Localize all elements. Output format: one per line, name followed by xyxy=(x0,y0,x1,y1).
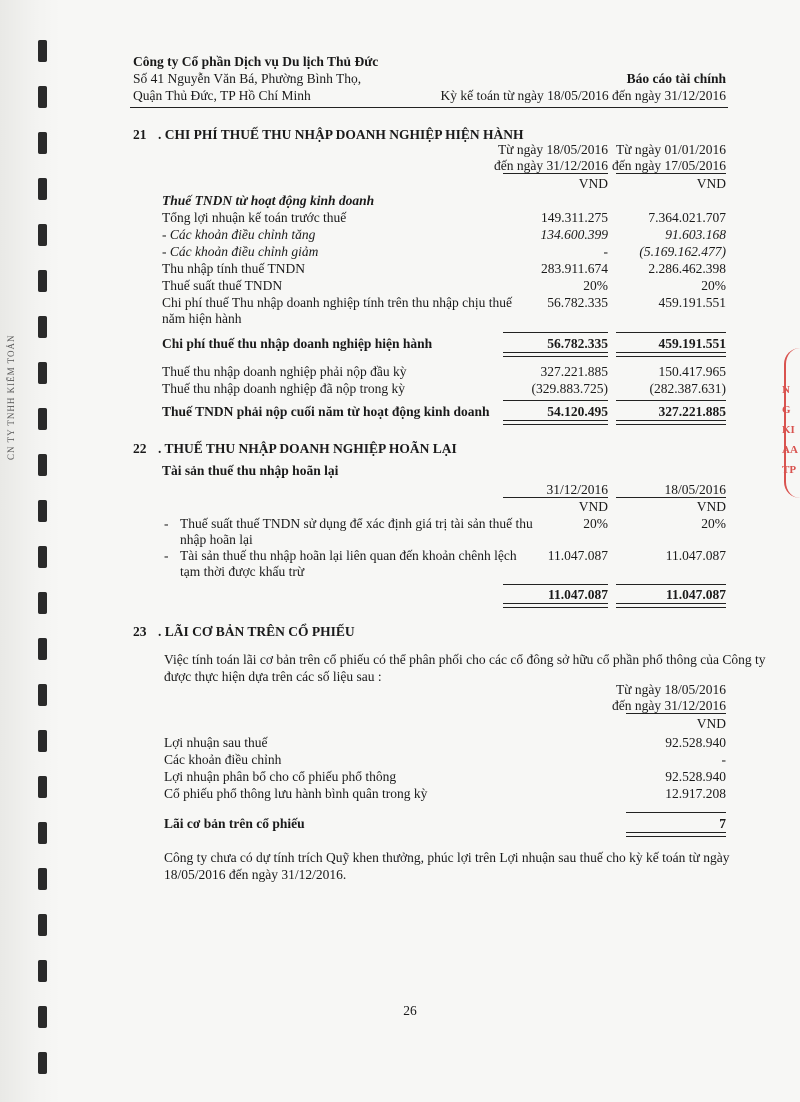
s23-note-line-1: Công ty chưa có dự tính trích Quỹ khen thưởng, phúc lợi trên Lợi nhuận sau thuế cho kỳ kế toán từ ngày xyxy=(164,850,730,865)
binding-ring xyxy=(38,684,47,706)
section-21-number: 21 xyxy=(133,127,147,142)
row-value-1: 327.221.885 xyxy=(540,364,608,379)
row-value-2: (282.387.631) xyxy=(649,381,726,396)
s21-total1-rule-2 xyxy=(616,332,726,333)
row-value-1: 20% xyxy=(583,516,608,531)
s21-total1-double-rule-2 xyxy=(616,352,726,357)
row-value-1: 56.782.335 xyxy=(547,295,608,310)
s22-total-double-rule-2 xyxy=(616,603,726,608)
row-value-2: 20% xyxy=(701,516,726,531)
s21-col2-line2: đến ngày 17/05/2016 xyxy=(612,158,726,173)
s22-total-rule-1 xyxy=(503,584,608,585)
row-value-2: 7.364.021.707 xyxy=(648,210,726,225)
binding-ring xyxy=(38,316,47,338)
row-label: Chi phí thuế Thu nhập doanh nghiệp tính trên thu nhập chịu thuế xyxy=(162,295,512,310)
row-value-1: 134.600.399 xyxy=(540,227,608,242)
s22-col2-rule xyxy=(616,497,726,498)
s21-col1-line2: đến ngày 31/12/2016 xyxy=(494,158,608,173)
company-name: Công ty Cổ phần Dịch vụ Du lịch Thủ Đức xyxy=(133,54,379,69)
s21-total2-double-rule-1 xyxy=(503,420,608,425)
s22-col2-unit: VND xyxy=(696,499,726,514)
s21-col2-unit: VND xyxy=(696,176,726,191)
row-value: 92.528.940 xyxy=(665,735,726,750)
row-label: Thuế suất thuế TNDN sử dụng để xác định giá trị tài sản thuế thu xyxy=(180,516,533,531)
binding-ring xyxy=(38,822,47,844)
report-title: Báo cáo tài chính xyxy=(626,71,726,86)
row-label: Thuế suất thuế TNDN xyxy=(162,278,283,293)
binding-ring xyxy=(38,546,47,568)
row-label: Tổng lợi nhuận kế toán trước thuế xyxy=(162,210,347,225)
s22-col1-rule xyxy=(503,497,608,498)
row-label: Thu nhập tính thuế TNDN xyxy=(162,261,305,276)
binding-ring xyxy=(38,1006,47,1028)
row-value-2: 459.191.551 xyxy=(658,295,726,310)
company-address-1: Số 41 Nguyễn Văn Bá, Phường Bình Thọ, xyxy=(133,71,362,86)
total-label: Thuế TNDN phải nộp cuối năm từ hoạt động kinh doanh xyxy=(162,404,490,419)
row-value-1: 283.911.674 xyxy=(541,261,608,276)
header-rule xyxy=(130,107,728,108)
s22-total-rule-2 xyxy=(616,584,726,585)
s21-col2-line1: Từ ngày 01/01/2016 xyxy=(615,142,726,157)
page-number: 26 xyxy=(403,1003,417,1018)
section-22-title: . THUẾ THU NHẬP DOANH NGHIỆP HOÃN LẠI xyxy=(158,441,457,456)
binding-ring xyxy=(38,730,47,752)
s21-subheading: Thuế TNDN từ hoạt động kinh doanh xyxy=(162,193,375,208)
row-value-2: 20% xyxy=(701,278,726,293)
row-bullet: - xyxy=(164,516,169,531)
s23-col-unit: VND xyxy=(696,716,726,731)
row-value-2: 91.603.168 xyxy=(665,227,726,242)
s21-total2-rule-1 xyxy=(503,400,608,401)
s22-col1-header: 31/12/2016 xyxy=(546,482,608,497)
row-value-2: 11.047.087 xyxy=(665,548,726,563)
binding-ring xyxy=(38,914,47,936)
s23-total-rule xyxy=(626,812,726,813)
row-value-2: (5.169.162.477) xyxy=(639,244,726,259)
binding-ring xyxy=(38,132,47,154)
s21-col1-unit: VND xyxy=(578,176,608,191)
section-21-title: . CHI PHÍ THUẾ THU NHẬP DOANH NGHIỆP HIỆN HÀNH xyxy=(158,127,524,142)
total-value-2: 459.191.551 xyxy=(658,336,726,351)
binding-ring xyxy=(38,1052,47,1074)
s21-total1-rule-1 xyxy=(503,332,608,333)
binding-ring xyxy=(38,40,47,62)
s22-total-double-rule-1 xyxy=(503,603,608,608)
s23-total-double-rule xyxy=(626,832,726,837)
row-value-1: 11.047.087 xyxy=(547,548,608,563)
row-value-2: 150.417.965 xyxy=(658,364,726,379)
s22-col2-header: 18/05/2016 xyxy=(664,482,726,497)
s23-col-line1: Từ ngày 18/05/2016 xyxy=(615,682,726,697)
s21-col2-rule xyxy=(616,173,726,174)
binding-ring xyxy=(38,638,47,660)
row-label: - Các khoản điều chỉnh giảm xyxy=(162,244,319,259)
s23-note-line-2: 18/05/2016 đến ngày 31/12/2016. xyxy=(164,867,347,882)
section-23-number: 23 xyxy=(133,624,147,639)
row-label-cont: nhập hoãn lại xyxy=(180,532,253,547)
binding-ring xyxy=(38,500,47,522)
section-23-title: . LÃI CƠ BẢN TRÊN CỔ PHIẾU xyxy=(158,624,355,639)
row-value-1: 20% xyxy=(583,278,608,293)
row-value-2: 2.286.462.398 xyxy=(648,261,726,276)
s21-col1-line1: Từ ngày 18/05/2016 xyxy=(497,142,608,157)
row-label: Lợi nhuận sau thuế xyxy=(164,735,268,750)
s23-intro-line-1: Việc tính toán lãi cơ bản trên cổ phiếu có thể phân phối cho các cổ đông sở hữu cổ phần phổ thông của Công ty xyxy=(164,652,766,667)
spiral-binding xyxy=(0,0,60,1102)
row-label-cont: năm hiện hành xyxy=(162,311,242,326)
binding-ring xyxy=(38,178,47,200)
section-22-number: 22 xyxy=(133,441,147,456)
binding-ring xyxy=(38,362,47,384)
binding-ring xyxy=(38,408,47,430)
binding-ring xyxy=(38,960,47,982)
total-value-1: 56.782.335 xyxy=(547,336,608,351)
binding-ring xyxy=(38,86,47,108)
row-value: 12.917.208 xyxy=(665,786,726,801)
row-label: Các khoản điều chỉnh xyxy=(164,752,282,767)
s21-total2-double-rule-2 xyxy=(616,420,726,425)
row-bullet: - xyxy=(164,548,169,563)
s23-col-line2: đến ngày 31/12/2016 xyxy=(612,698,726,713)
company-address-2: Quận Thủ Đức, TP Hồ Chí Minh xyxy=(133,88,311,103)
total-value-1: 11.047.087 xyxy=(547,587,608,602)
row-value-1: 149.311.275 xyxy=(541,210,608,225)
row-value: 92.528.940 xyxy=(665,769,726,784)
total-label: Chi phí thuế thu nhập doanh nghiệp hiện hành xyxy=(162,336,433,351)
report-period: Kỳ kế toán từ ngày 18/05/2016 đến ngày 31/12/2016 xyxy=(440,88,726,103)
row-value: - xyxy=(721,752,726,767)
binding-ring xyxy=(38,868,47,890)
side-stamp: CN TY TNHH KIỂM TOÁN xyxy=(6,334,16,460)
total-value-2: 327.221.885 xyxy=(658,404,726,419)
binding-ring xyxy=(38,776,47,798)
binding-ring xyxy=(38,454,47,476)
s23-col-rule xyxy=(626,713,726,714)
row-label-cont: tạm thời được khấu trừ xyxy=(180,564,305,579)
binding-ring xyxy=(38,224,47,246)
total-value-2: 11.047.087 xyxy=(665,587,726,602)
row-value-1: (329.883.725) xyxy=(531,381,608,396)
s22-col1-unit: VND xyxy=(578,499,608,514)
total-value-1: 54.120.495 xyxy=(547,404,608,419)
binding-ring xyxy=(38,270,47,292)
binding-ring xyxy=(38,592,47,614)
row-label: Lợi nhuận phân bổ cho cổ phiếu phổ thông xyxy=(164,769,397,784)
s21-total2-rule-2 xyxy=(616,400,726,401)
row-label: Thuế thu nhập doanh nghiệp phải nộp đầu kỳ xyxy=(162,364,407,379)
s22-subheading: Tài sản thuế thu nhập hoãn lại xyxy=(162,463,339,478)
row-label: Thuế thu nhập doanh nghiệp đã nộp trong kỳ xyxy=(162,381,405,396)
row-value-1: - xyxy=(603,244,608,259)
red-stamp-text: N G KI AA TP xyxy=(782,384,798,476)
row-label: Cổ phiếu phổ thông lưu hành bình quân trong kỳ xyxy=(164,786,428,801)
total-value: 7 xyxy=(719,816,726,831)
s21-col1-rule xyxy=(503,173,608,174)
row-label: - Các khoản điều chỉnh tăng xyxy=(162,227,316,242)
s23-intro-line-2: được thực hiện dựa trên các số liệu sau : xyxy=(164,669,382,684)
s21-total1-double-rule-1 xyxy=(503,352,608,357)
row-label: Tài sản thuế thu nhập hoãn lại liên quan đến khoản chênh lệch xyxy=(180,548,517,563)
total-label: Lãi cơ bản trên cổ phiếu xyxy=(164,816,305,831)
